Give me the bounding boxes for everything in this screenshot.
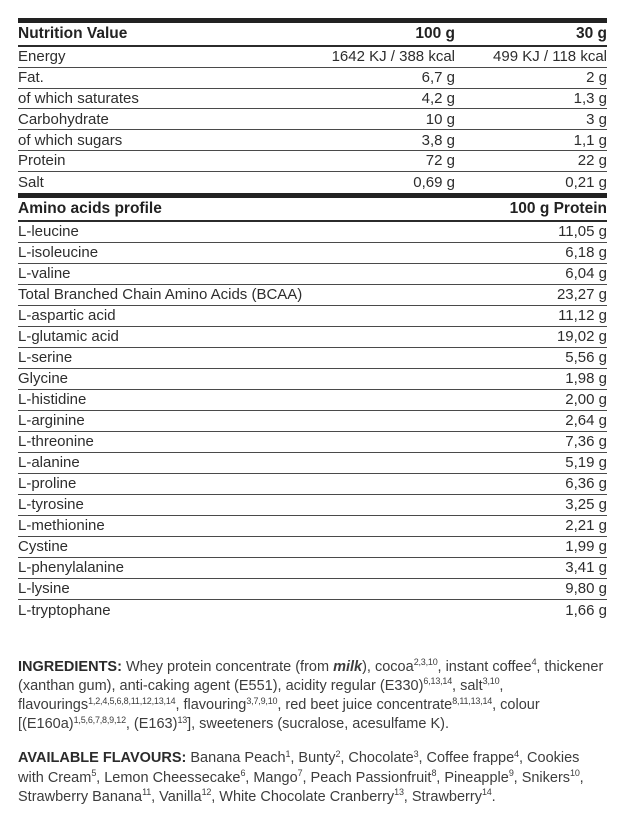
table-row [18,285,607,306]
table-row [18,369,607,390]
table-row [18,172,607,193]
amino-table-title: Amino acids profile [18,199,162,217]
row-value: 3,25 g [565,496,607,514]
row-label: L-tryptophane [18,601,111,619]
flavour-name: Strawberry [411,788,482,805]
row-value: 5,56 g [565,349,607,367]
row-value: 6,04 g [565,265,607,283]
flavour-name: Cookies with Cream [18,750,580,786]
ingredients-paragraph [18,658,607,735]
table-row [18,68,607,89]
flavour-name: Snikers [521,769,571,786]
row-value: 23,27 g [556,286,607,304]
row-label: Total Branched Chain Amino Acids (BCAA) [18,286,303,304]
row-label: L-valine [18,265,71,283]
flavours-text: Banana Peach$^1$, Bunty$^2$, Chocolate$^3$, Coffee frappe$^4$, Cookies with Cream$^5$, Lemon Cheessecake$^6$, Mango$^7$, Peach Passionfruit$^8$, Pineapple$^9$, Snikers$^{10}$, Strawberry Banana$^{11}$, Vanilla$^{12}$, White Chocolate Cranberry$^{13}$, Strawberry$^{14}$. [18,749,584,805]
row-value-30g: 0,21 g [565,173,607,191]
row-label: L-arginine [18,412,85,430]
row-value-30g: 22 g [577,152,607,170]
flavour-name: Peach Passionfruit [310,769,432,786]
row-value-100g: 10 g [425,110,455,128]
row-label: Fat. [18,69,44,87]
table-row [18,600,607,621]
table-row [18,432,607,453]
footnote-superscript: 3,10 [482,676,500,687]
ingredient-segment: , instant coffee [437,658,532,675]
ingredient-segment: ), cocoa [362,658,414,675]
table-row [18,558,607,579]
nutrition-table-body [18,47,607,193]
row-label: L-threonine [18,433,94,451]
flavour-name: Mango [253,769,298,786]
nutrition-col-100g-header: 100 g [415,25,455,42]
footnote-superscript: 8,11,13,14 [452,695,493,706]
row-label: of which sugars [18,131,123,149]
footnote-superscript: 2 [335,749,341,760]
row-value-100g: 1642 KJ / 388 kcal [331,48,455,66]
footnote-superscript: 4 [514,749,519,760]
row-value: 6,18 g [565,244,607,262]
row-value-30g: 1,1 g [573,131,607,149]
row-label: Cystine [18,538,69,556]
nutrition-col-30g-header: 30 g [575,25,607,42]
nutrition-table-header [18,23,607,47]
row-value-30g: 2 g [586,69,607,87]
row-label: L-serine [18,349,73,367]
ingredient-segment: ], sweeteners (sucralose, acesulfame K). [187,716,450,733]
table-row [18,453,607,474]
ingredient-segment: , salt [452,677,483,694]
row-label: L-alanine [18,454,80,472]
flavour-name: White Chocolate Cranberry [219,788,395,805]
row-label: L-aspartic acid [18,307,116,325]
flavours-heading: AVAILABLE FLAVOURS: [18,750,187,767]
table-row [18,243,607,264]
row-value: 1,99 g [565,538,607,556]
row-label: L-phenylalanine [18,559,124,577]
footnote-superscript: 5 [91,768,97,779]
allergen-milk: milk [333,658,363,675]
ingredient-segment: , (E163) [125,716,178,733]
amino-col-protein-header: 100 g Protein [509,199,607,217]
flavour-name: Banana Peach [190,750,286,767]
row-label: L-proline [18,475,77,493]
row-label: of which saturates [18,89,139,107]
footnote-superscript: 6,13,14 [423,676,453,687]
row-value: 1,98 g [565,370,607,388]
footnote-superscript: 4 [531,657,537,668]
table-row [18,390,607,411]
table-row [18,411,607,432]
row-value-30g: 3 g [586,110,607,128]
nutrition-table-title: Nutrition Value [18,25,128,42]
footnote-superscript: 12 [201,787,212,798]
row-label: Glycine [18,370,69,388]
ingredient-segment: , flavourings [18,677,504,713]
row-label: L-tyrosine [18,496,84,514]
row-value-100g: 72 g [425,152,455,170]
row-value-100g: 4,2 g [421,89,455,107]
row-value: 2,64 g [565,412,607,430]
table-row [18,579,607,600]
row-value: 11,05 g [558,223,607,241]
row-label: Energy [18,48,66,66]
flavour-name: Coffee frappe [426,750,515,767]
table-row [18,306,607,327]
footnote-superscript: 3 [413,749,419,760]
row-value-30g: 499 KJ / 118 kcal [493,48,607,66]
row-label: L-isoleucine [18,244,99,262]
footnote-superscript: 10 [570,768,580,779]
flavour-name: Pineapple [444,769,509,786]
footnote-superscript: 13 [394,787,404,798]
table-row [18,264,607,285]
row-value: 3,41 g [565,559,607,577]
row-value: 11,12 g [558,307,607,325]
table-row [18,222,607,243]
ingredient-segment: , red beet juice concentrate [277,696,453,713]
footnote-superscript: 13 [177,714,188,725]
table-row [18,348,607,369]
table-row [18,47,607,68]
row-value: 19,02 g [556,328,607,346]
flavour-name: Chocolate [348,750,414,767]
row-value-30g: 1,3 g [573,89,607,107]
flavour-name: Lemon Cheessecake [104,769,241,786]
amino-table-body [18,222,607,621]
row-label: L-lysine [18,580,70,598]
row-value: 2,21 g [565,517,607,535]
amino-table-header [18,198,607,222]
table-row [18,130,607,151]
row-label: L-histidine [18,391,87,409]
row-value: 1,66 g [565,601,607,619]
footnote-superscript: 3,7,9,10 [246,695,278,706]
table-row [18,89,607,110]
row-label: L-methionine [18,517,105,535]
table-row [18,474,607,495]
row-value: 7,36 g [565,433,607,451]
row-value-100g: 3,8 g [421,131,455,149]
ingredient-segment: , thickener (xanthan gum), anti-caking agent (E551), acidity regular (E330) [18,658,604,694]
row-value: 6,36 g [565,475,607,493]
row-label: L-leucine [18,223,79,241]
footnote-superscript: 7 [297,768,303,779]
row-value: 9,80 g [565,580,607,598]
flavours-paragraph [18,749,607,807]
flavour-name: Strawberry Banana [18,788,143,805]
row-label: Salt [18,173,44,191]
footnote-superscript: 8 [431,768,437,779]
footnote-superscript: 2,3,10 [413,657,438,668]
ingredient-segment: , colour [(E160a) [18,696,540,733]
table-row [18,151,607,172]
row-value: 5,19 g [565,454,607,472]
ingredients-heading: INGREDIENTS: [18,658,122,675]
table-row [18,495,607,516]
footnote-superscript: 9 [508,768,514,779]
table-row [18,109,607,130]
row-value: 2,00 g [565,391,607,409]
flavour-name: Bunty [298,750,336,767]
table-row [18,537,607,558]
row-label: Protein [18,152,66,170]
footnote-superscript: 1,5,6,7,8,9,12 [73,714,126,725]
row-label: Carbohydrate [18,110,109,128]
row-value-100g: 6,7 g [421,69,455,87]
row-label: L-glutamic acid [18,328,119,346]
footnote-superscript: 1 [285,749,291,760]
footnote-superscript: 14 [481,787,492,798]
ingredient-segment: , flavouring [175,696,247,713]
table-row [18,516,607,537]
table-row [18,327,607,348]
row-value-100g: 0,69 g [413,173,455,191]
flavour-name: Vanilla [159,788,202,805]
footnote-superscript: 1,2,4,5,6,8,11,12,13,14 [88,695,176,706]
footnote-superscript: 6 [240,768,246,779]
ingredient-segment: Whey protein concentrate (from [121,658,334,675]
footnote-superscript: 11 [142,787,152,798]
